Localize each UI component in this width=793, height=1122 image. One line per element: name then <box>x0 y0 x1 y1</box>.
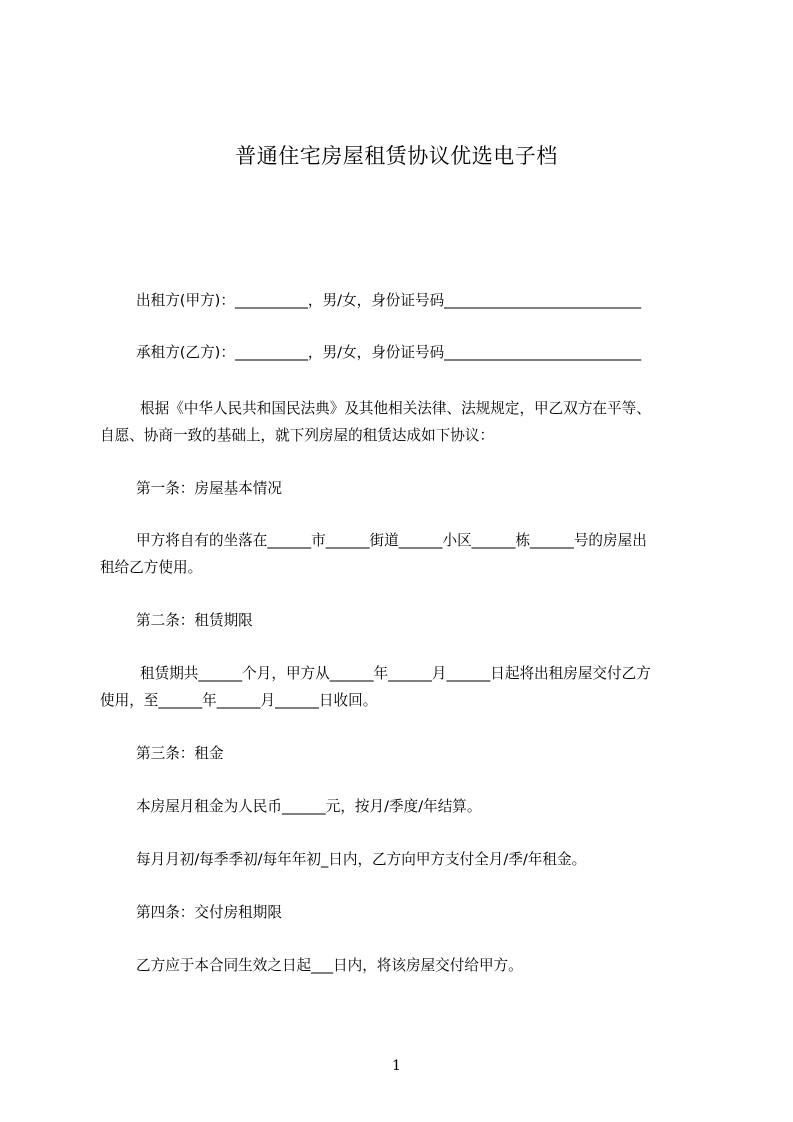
article3-text-line-2: 每月月初/每季季初/每年年初_日内，乙方向甲方支付全月/季/年租金。 <box>136 851 587 868</box>
page-number: 1 <box>392 1058 401 1074</box>
article4-heading: 第四条：交付房租期限 <box>136 904 282 921</box>
preamble-line-1: 根据《中华人民共和国民法典》及其他相关法律、法规规定，甲乙双方在平等、 <box>140 400 651 417</box>
article2-text-line-1: 租赁期共______个月，甲方从______年______月______日起将出租房屋交付乙方 <box>140 665 651 682</box>
article2-text-line-2: 使用，至______年______月______日收回。 <box>100 692 378 709</box>
article2-heading: 第二条：租赁期限 <box>136 612 253 629</box>
lessor-line: 出租方(甲方)：__________，男/女，身份证号码___________________________ <box>136 292 642 309</box>
article3-heading: 第三条：租金 <box>136 745 224 762</box>
article1-heading: 第一条：房屋基本情况 <box>136 480 282 497</box>
preamble-line-2: 自愿、协商一致的基础上，就下列房屋的租赁达成如下协议： <box>100 427 495 444</box>
article1-text-line-1: 甲方将自有的坐落在______市______街道______小区______栋______号的房屋出 <box>136 532 647 549</box>
article3-text-line-1: 本房屋月租金为人民币______元，按月/季度/年结算。 <box>136 798 482 815</box>
document-title: 普通住宅房屋租赁协议优选电子档 <box>235 144 558 168</box>
article4-text-line-1: 乙方应于本合同生效之日起___日内，将该房屋交付给甲方。 <box>136 957 523 974</box>
lessee-line: 承租方(乙方)：__________，男/女，身份证号码___________________________ <box>136 344 642 361</box>
article1-text-line-2: 租给乙方使用。 <box>100 559 203 576</box>
